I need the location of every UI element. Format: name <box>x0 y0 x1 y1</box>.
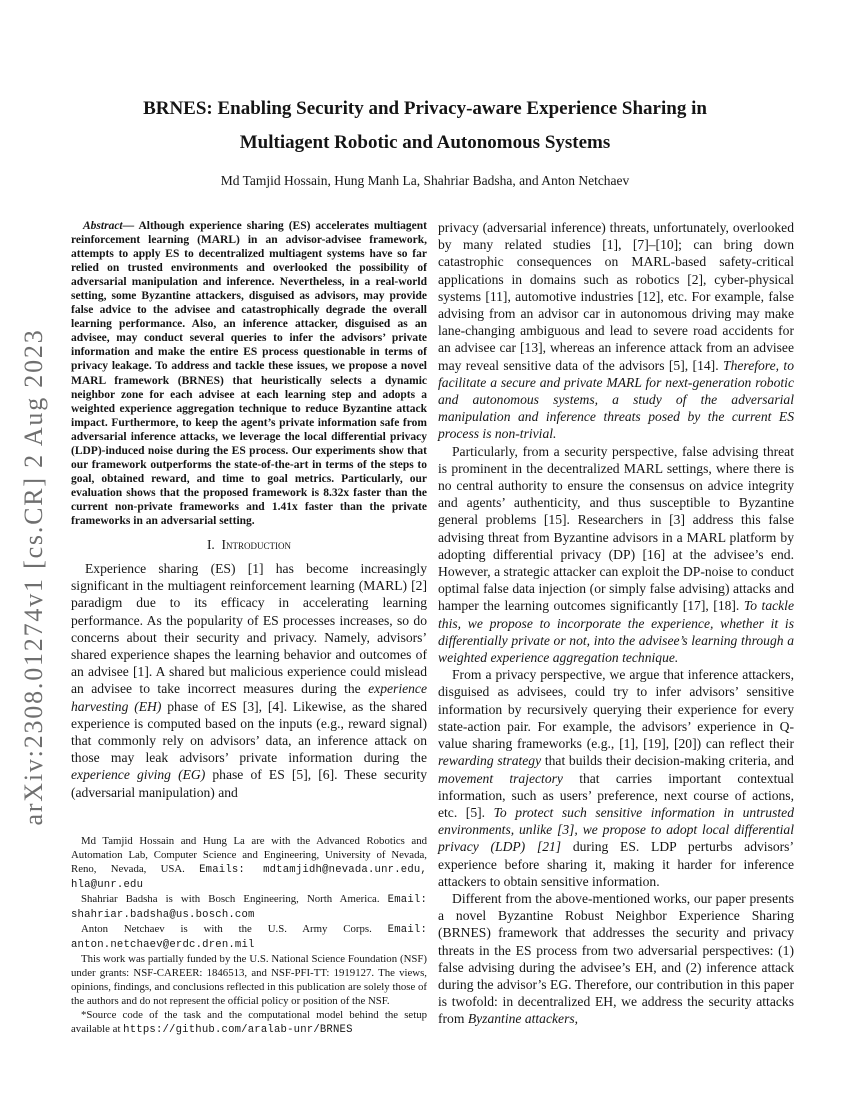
text-segment: Different from the above-mentioned works, our paper presents a novel Byzantine Robust Neighbor Experience Sharing (BRNES) framework that addresses the security and privacy threats in the ES process from two adversarial perspectives: (1) false advising during the advisee’s EH, and (2) inference attack during the advisor’s EG. Therefore, our contribution in this paper is twofold: in decentralized EH, we address the security attacks from <box>438 890 794 1027</box>
footnote-affiliation-2 <box>71 892 427 922</box>
text-segment: experience giving (EG) <box>71 767 206 783</box>
text-segment: Byzantine attackers <box>467 1011 575 1027</box>
text-segment: phase of ES [3], [4]. Likewise, as the shared experience is computed based on the inputs (e.g., reward signal) that commonly rely on advisors’ data, an inference attack on those may leak advisors’ private information during the <box>71 698 427 766</box>
paper-title-line1: BRNES: Enabling Security and Privacy-aware Experience Sharing in <box>143 98 707 119</box>
introduction-text <box>71 560 427 801</box>
email-link-badsha[interactable]: shahriar.badsha@us.bosch.com <box>71 909 255 921</box>
footnote-source-code <box>71 1008 427 1037</box>
footnote-block <box>71 834 427 1037</box>
text-segment: This work was partially funded by the U.S. National Science Foundation (NSF) under grants: NSF-CAREER: 1846513, and NSF-PFI-TT: 1919127. The views, opinions, findings, and conclusions reflected in this publication are solely those of the authors and do not represent the official policy or position of the NSF. <box>71 953 427 1007</box>
text-segment: Email: <box>387 924 427 936</box>
paper-title-line2: Multiagent Robotic and Autonomous Systems <box>239 132 611 153</box>
email-link-netchaev[interactable]: anton.netchaev@erdc.dren.mil <box>71 939 255 951</box>
arxiv-watermark: arXiv:2308.01274v1 [cs.CR] 2 Aug 2023 <box>19 328 48 826</box>
paper-title <box>0 92 850 160</box>
text-segment: privacy (adversarial inference) threats, unfortunately, overlooked by many related studies [1], [7]–[10]; can bring down catastrophic consequences on MARL-based safety-critical applications in domains such as robotics [2], cyber-physical systems [11], automotive industries [12], etc. For example, false advising from an advisor car in autonomous driving may make lane-changing ambiguous and lead to severe road accidents for an advisee car [13], whereas an inference attack from an advisee may reveal sensitive data of the advisors [5], [14]. <box>438 220 794 373</box>
intro-paragraph-1 <box>71 560 427 801</box>
right-paragraph-1 <box>438 219 794 443</box>
text-segment: From a privacy perspective, we argue that inference attackers, disguised as advisees, could try to infer advisors’ sensitive information by recursively querying their experience for every state-action pair. For example, the advisors’ experience in Q-value sharing frameworks (e.g., [1], [19], [20]) can reflect their <box>438 667 794 752</box>
right-column <box>438 219 794 1037</box>
text-segment: Therefore, to facilitate a secure and private MARL for next-generation robotic and autonomous systems, a study of the adversarial manipulation and inference threats posed by the current ES process is non-trivial. <box>438 357 794 442</box>
text-segment: Anton Netchaev is with the U.S. Army Corps. <box>81 923 388 935</box>
text-segment: , <box>574 1011 579 1027</box>
text-segment: Particularly, from a security perspective, false advising threat is prominent in the decentralized MARL settings, where there is no central authority to ensure the consensus on advice integrity and agents’ authenticity, and thus susceptible to Byzantine general problems [15]. Researchers in [3] address this false advising threat from Byzantine advisors in a MARL platform by adopting differential privacy (DP) [16] at the advisee’s end. However, a strategic attacker can exploit the DP-noise to conduct optimal false data injection (or simply false advising) attacks and hamper the learning outcomes significantly [17], [18]. <box>438 443 794 614</box>
text-segment: rewarding strategy <box>438 753 542 769</box>
section-heading-introduction: I. Introduction <box>206 537 292 553</box>
text-segment: during ES. LDP perturbs advisors’ experience before sharing it, making it harder for inference attackers to obtain sensitive information. <box>438 839 794 889</box>
right-paragraph-3 <box>438 666 794 890</box>
text-segment: Md Tamjid Hossain and Hung La are with the Advanced Robotics and Automation Lab, Computer Science and Engineering, University of Nevada, Reno, Nevada, USA. <box>71 835 427 875</box>
paper-header <box>0 0 850 189</box>
text-segment: Emails: <box>199 864 264 876</box>
text-segment: that carries important contextual information, such as users’ preference, next course of actions, etc. [5]. <box>438 770 794 820</box>
text-segment: that builds their decision-making criteria, and <box>541 753 794 769</box>
source-code-link[interactable]: https://github.com/aralab-unr/BRNES <box>123 1024 353 1036</box>
left-column <box>71 219 427 1037</box>
text-segment: movement trajectory <box>438 770 563 786</box>
right-paragraph-2 <box>438 443 794 667</box>
paper-authors: Md Tamjid Hossain, Hung Manh La, Shahriar Badsha, and Anton Netchaev <box>220 173 630 188</box>
abstract-paragraph <box>71 219 427 528</box>
text-segment: Shahriar Badsha is with Bosch Engineering, North America. <box>81 893 388 905</box>
text-segment: Experience sharing (ES) [1] has become increasingly significant in the multiagent reinforcement learning (MARL) [2] paradigm due to its efficacy in accelerating learning performance. As the popularity of ES processes increases, so do concerns about their security and privacy. Namely, advisors’ shared experience shapes the learning behavior and outcomes of an advisee [1]. A shared but malicious experience could mislead an advisee to take incorrect measures during the <box>71 561 427 697</box>
right-paragraph-4 <box>438 890 794 1028</box>
email-link-hossain-la[interactable]: mdtamjidh@nevada.unr.edu, hla@unr.edu <box>71 864 427 891</box>
text-segment: Email: <box>387 894 427 906</box>
footnote-affiliation-3 <box>71 922 427 952</box>
text-segment: — Although experience sharing (ES) accelerates multiagent reinforcement learning (MARL) in an advisor-advisee framework, attempts to apply ES to decentralized multiagent systems have so far relied on trusted environments and overlooked the possibility of adversarial manipulation and inference. Nevertheless, in a real-world setting, some Byzantine attackers, disguised as advisors, may provide false advice to the advisee and catastrophically degrade the overall learning performance. Also, an inference attacker, disguised as an advisee, may conduct several queries to infer the advisors’ private information and make the entire ES process questionable in terms of privacy leakage. To address and tackle these issues, we propose a novel MARL framework (BRNES) that heuristically selects a dynamic neighbor zone for each advisee at each learning step and adopts a weighted experience aggregation technique to reduce Byzantine attack impact. Furthermore, to keep the agent’s private information safe from adversarial inference attacks, we leverage the local differential privacy (LDP)-induced noise during the ES process. Our experiments show that our framework outperforms the state-of-the-art in terms of the steps to goal, obtained reward, and time to goal metrics. Particularly, our evaluation shows that the proposed framework is 8.32x faster than the current non-private frameworks and 1.41x faster than the private frameworks in an adversarial setting. <box>71 220 427 527</box>
text-segment: experience harvesting (EH) <box>71 681 427 714</box>
text-segment: Abstract <box>83 220 123 232</box>
footnote-funding <box>71 952 427 1008</box>
footnote-affiliation-1 <box>71 834 427 892</box>
two-column-body <box>71 219 795 1037</box>
text-segment: To tackle this, we propose to incorporate the experience, whether it is differentially private or not, into the advisee’s learning through a weighted experience aggregation technique. <box>438 598 794 666</box>
text-segment: phase of ES [5], [6]. These security (adversarial manipulation) and <box>71 767 427 800</box>
text-segment: *Source code of the task and the computational model behind the setup available at <box>71 1009 427 1035</box>
text-segment: To protect such sensitive information in untrusted environments, unlike [3], we propose to adopt local differential privacy (LDP) [21] <box>438 804 794 855</box>
